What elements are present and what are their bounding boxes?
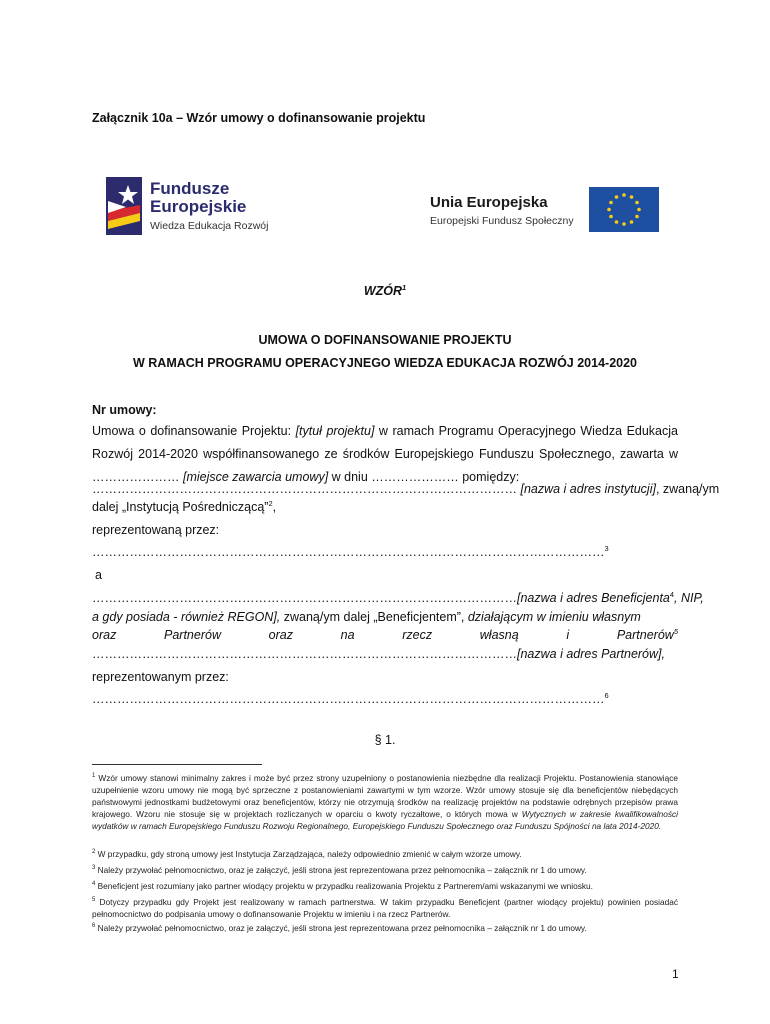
- page-number: 1: [672, 967, 679, 981]
- footnote-3: [92, 864, 678, 876]
- intro-text-c: w ramach Programu Operacyjnego Wiedza Edukacja Rozwój 2014-2020 współfinansowanego ze środków Europejskiego Funduszu Społecznego, zawarta w …………………: [92, 424, 678, 484]
- footnote-6: [92, 922, 678, 934]
- word-oraz-1: oraz: [92, 628, 117, 642]
- footnote-5-text: Dotyczy przypadku gdy Projekt jest realizowany w ramach partnerstwa. W takim przypadku Beneficjent (partner wiodący projektu) powinien posiadać pełnomocnictwo do podpisania umowy o dofinansowanie Projektu w imieniu i na rzecz Partnerów.: [92, 897, 678, 920]
- footnote-1: [92, 772, 678, 832]
- footnote-2: [92, 848, 678, 860]
- beneficiary-line-1: [92, 589, 704, 605]
- word-partnerow-2: [617, 628, 678, 642]
- intro-paragraph: [92, 420, 678, 489]
- represented-by-dots-1: [92, 545, 678, 559]
- title-line-1: UMOWA O DOFINANSOWANIE PROJEKTU: [258, 333, 512, 347]
- beneficiary-line-2: [92, 610, 678, 624]
- institution-dots: …………………………………………………………………………………………: [92, 482, 517, 496]
- intro-text-e: w dniu ………………… pomiędzy:: [328, 470, 520, 484]
- and-word: a: [95, 568, 102, 582]
- fe-logo-line1: Fundusze: [150, 179, 230, 198]
- wzor-heading: [0, 284, 770, 298]
- partners-line: [92, 647, 678, 661]
- word-rzecz: rzecz: [402, 628, 433, 642]
- footnote-5: [92, 896, 678, 920]
- title-line-2: W RAMACH PROGRAMU OPERACYJNEGO WIEDZA EDUKACJA ROZWÓJ 2014-2020: [133, 356, 637, 370]
- project-title-placeholder: [tytuł projektu]: [295, 424, 375, 438]
- footnote-1-italic: Wytycznych w zakresie kwalifikowalności wydatków w ramach Europejskiego Funduszu Rozwoju Regionalnego, Europejskiego Funduszu Społecznego oraz Funduszu Spójności na lata 2014-2020.: [92, 809, 679, 832]
- partners-placeholder: [nazwa i adres Partnerów],: [517, 647, 665, 661]
- beneficiary-regon: a gdy posiada - również REGON],: [92, 610, 284, 624]
- wzor-text: WZÓR: [363, 284, 402, 298]
- footnote-1-mark: 1: [92, 773, 96, 780]
- footnote-4: [92, 880, 678, 892]
- fundusze-europejskie-logo: [106, 177, 268, 235]
- footnote-ref-3: 3: [604, 543, 609, 553]
- beneficiary-called: zwaną/ym dalej „Beneficjentem”,: [283, 610, 468, 624]
- beneficiary-acting: działającym w imieniu własnym: [467, 610, 641, 624]
- word-na: na: [340, 628, 355, 642]
- represented-by-label-2: reprezentowanym przez:: [92, 670, 229, 684]
- beneficiary-dots: …………………………………………………………………………………………: [92, 591, 517, 605]
- footnote-ref-5: 5: [673, 626, 678, 636]
- contract-number-label: Nr umowy:: [92, 403, 157, 417]
- represented-by-label-1: reprezentowaną przez:: [92, 523, 220, 537]
- fe-star-mark-icon: [106, 177, 142, 235]
- partners-dots: …………………………………………………………………………………………: [92, 647, 517, 661]
- word-partnerow-2-text: Partnerów: [616, 628, 674, 642]
- rep2-dots: ……………………………………………………………………………………………………………: [92, 692, 605, 706]
- footnote-ref-2: 2: [268, 498, 273, 508]
- footnote-ref-1: 1: [402, 282, 407, 292]
- place-placeholder: [miejsce zawarcia umowy]: [182, 470, 329, 484]
- institution-rest: , zwaną/ym: [655, 482, 720, 496]
- represented-by-dots-2: [92, 692, 678, 706]
- footnote-3-mark: 3: [92, 865, 96, 872]
- institution-line: [92, 482, 720, 496]
- footnote-6-text: Należy przywołać pełnomocnictwo, oraz je załączyć, jeśli strona jest reprezentowana przez pełnomocnika – załącznik nr 1 do umowy.: [95, 923, 587, 933]
- intro-text-a: Umowa o dofinansowanie Projektu:: [92, 424, 296, 438]
- word-wlasna: własną: [479, 628, 519, 642]
- section-heading: § 1.: [374, 733, 396, 747]
- fe-logo-line2: Europejskie: [150, 197, 247, 216]
- footnote-2-mark: 2: [92, 849, 96, 856]
- word-i: i: [566, 628, 570, 642]
- footnote-2-text: W przypadku, gdy stroną umowy jest Instytucja Zarządzająca, należy odpowiednio zmienić w całym wzorze umowy.: [95, 849, 522, 859]
- word-partnerow-1: Partnerów: [164, 628, 221, 642]
- ue-logo-line2: Europejski Fundusz Społeczny: [430, 215, 574, 227]
- fe-logo-line3: Wiedza Edukacja Rozwój: [150, 220, 269, 232]
- beneficiary-placeholder: [nazwa i adres Beneficjenta: [517, 591, 670, 605]
- institution-intermediate: dalej „Instytucją Pośredniczącą”: [92, 500, 269, 514]
- annex-title: Załącznik 10a – Wzór umowy o dofinansowanie projektu: [92, 111, 426, 125]
- footnote-6-mark: 6: [92, 923, 96, 930]
- word-oraz-2: oraz: [268, 628, 293, 642]
- unia-europejska-logo-text: [430, 194, 574, 227]
- rep1-dots: ……………………………………………………………………………………………………………: [92, 545, 605, 559]
- eu-flag-icon: [589, 187, 659, 232]
- footnote-5-mark: 5: [92, 897, 96, 904]
- institution-line-2: dalej „Instytucją Pośredniczącą”$^2$,: [92, 498, 277, 514]
- footnote-ref-4: 4: [669, 589, 675, 599]
- footnote-4-text: Beneficjent jest rozumiany jako partner wiodący projektu w przypadku realizowania Projektu z Partnerem/ami wskazanymi we wniosku.: [95, 881, 593, 891]
- beneficiary-nip: , NIP,: [674, 591, 704, 605]
- beneficiary-line-3: [92, 628, 678, 642]
- ue-logo-line1: Unia Europejska: [430, 194, 548, 211]
- footnote-1-text: Wzór umowy stanowi minimalny zakres i może być przez strony uzupełniony o postanowienia niezbędne dla realizacji Projektu. Postanowienia stanowiące uzupełnienie wzoru umowy nie mogą być sprzeczne z postanowieniami zawartymi w tym wzorze. Wzór umowy stosuje się dla beneficjentów niebędących państwowymi jednostkami budżetowymi oraz beneficjentów, którzy nie otrzymują środków na realizację projektów na podstawie odrębnych przepisów prawa krajowego. Wzoru nie stosuje się w projektach rozliczanych w oparciu o kwoty ryczałtowe, o których mowa w: [92, 773, 678, 820]
- footnote-3-text: Należy przywołać pełnomocnictwo, oraz je załączyć, jeśli strona jest reprezentowana przez pełnomocnika – załącznik nr 1 do umowy.: [95, 865, 587, 875]
- institution-placeholder: [nazwa i adres instytucji]: [517, 482, 656, 496]
- footnote-ref-6: 6: [604, 690, 609, 700]
- footnote-4-mark: 4: [92, 881, 96, 888]
- footnote-divider: [92, 764, 262, 765]
